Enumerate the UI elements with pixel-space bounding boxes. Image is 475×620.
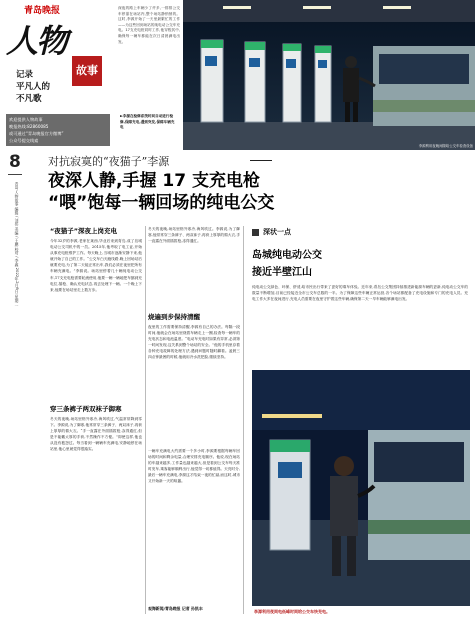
info-box (6, 114, 110, 146)
column-title-boxed: 故事 (72, 56, 102, 86)
side-note: ►李源在检修系统时间自动进行检修,保障充电,遇到突发,保障车辆充电 (120, 114, 175, 130)
page-info-date: 2022年2月8日 (15, 267, 20, 294)
kicker-text: 对抗寂寞的“夜猫子”李源 (48, 155, 170, 168)
kicker-rule (250, 160, 272, 161)
article-column-1 (50, 226, 142, 616)
section-1-title: “夜猫子”深夜上岗充电 (50, 227, 118, 235)
page-number-rule (8, 174, 22, 175)
sidebar (248, 226, 472, 618)
section-2-title: 穿三条裤子两双袜子御寒 (50, 405, 122, 413)
info-line-3: 或可通过“青岛晚报官方微博” (9, 131, 64, 136)
page-info-section: 青岛·人物故事 (15, 182, 20, 207)
section-1-text: 今年32岁的李源,老家在莱西,毕业后来到青岛,成了岛城电动公交司机中的一员。2015年,他考取了电工证,开始从事充电桩维护工作。每天晚上,当城市逐渐安静下来,他就开始了自己的工作。“公交车白天跑线路,晚上回场站后就要充电,为了第二天能正常出车,我们必须在夜里把所有车辆充满电。”李源说。场站里停着几十辆纯电动公交车,17支充电枪需要轮流使用,他要一辆一辆地把车挪到充电位,插枪、确认充电状态,再去处理下一辆。一个晚上下来,他要在场站里走上数万步。 (50, 239, 142, 292)
sidebar-photo-caption: 李源利用夜间电低峰时间给公交车快充电。 (254, 609, 330, 614)
column-divider-2 (243, 226, 244, 614)
sidebar-photo (252, 370, 470, 606)
page-number: 8 (9, 152, 21, 172)
charging-station-illustration (183, 0, 475, 150)
info-line-1: 欢迎提供人物故事 (9, 117, 43, 122)
sidebar-title-line-1: 岛城纯电动公交 (252, 250, 322, 261)
info-line-4: 公众号提交线索 (9, 138, 39, 143)
sidebar-tag-marker (252, 229, 259, 236)
headline-line-1: 夜深人静,手握 17 支充电枪 (48, 171, 260, 191)
side-intro-text: 深夜的路上车辆少了许多,一排排公交车停靠在场站内,整个场站静悄悄的。这时,李源开始了一天里最繁忙的工作——为这些回到场站的纯电动公交车充电。17支充电桩同时工作,他穿梭其中,确保每一辆车都能在次日清晨满电出发。 (118, 6, 180, 44)
page-info-designer: 美编 / 王鹏 (15, 227, 20, 247)
paper-name: 青岛晚报 (24, 6, 61, 16)
lead-photo-caption: 李源利用夜晚间隙给公交车检查设备 (418, 144, 473, 148)
lead-photo (183, 0, 475, 150)
page-info-editor: 编辑 / 刘伟 (15, 207, 20, 227)
column-divider-1 (145, 226, 146, 614)
masthead-block (0, 0, 118, 148)
sidebar-tag-text: 深状一点 (263, 228, 291, 236)
column-sub-3: 不凡歌 (16, 94, 42, 104)
night-charging-illustration (252, 370, 470, 606)
section-2-continued: 冬天的夜晚,场站里格外寒冷,海风吹过。李源说,为了御寒,他常常穿三条裤子、两双袜子,再套上厚厚的棉大衣,手一直露在外面插拔枪,冻得通红。 (148, 227, 240, 244)
page-info-proofreader: 校对 / 李鑫 (15, 247, 20, 267)
section-3-text: 夜里的工作需要保持清醒,李源有自己的办法。每隔一段时间,他就会在场站里绕着车辆走上一圈,检查每一辆车的充电状态和电池温度。“电动车充电时如果有异常,必须第一时间发现,这关系到整个场站的安全。”他的手机里存着各种充电故障的处理方法,遇到问题时随时翻看。凌晨三四点钟最困的时候,他就用冷水洗把脸,继续坚持。 (148, 325, 240, 360)
page-info-weekday: 星期二 (15, 294, 20, 307)
byline: 观海新闻/青岛晚报 记者 孙凯丰 (148, 606, 203, 611)
section-2-text: 冬天的夜晚,场站里格外寒冷,海风吹过,气温常常降到零下。李源说,为了御寒,他常常穿三条裤子、两双袜子,再套上厚厚的棉大衣。“手一直露在外面插拔枪,冻得通红,但是不能戴太厚的手套,不然操作不方便。”即使这样,他也从没有抱怨过。每当看到一辆辆车充满电,安静地停在场站里,他心里就觉得很踏实。 (50, 417, 142, 452)
sidebar-title-line-2: 接近半壁江山 (252, 267, 312, 278)
info-line-2: 晚报热线:82860085 (9, 124, 49, 129)
section-3-title: 烧遍到步保持清醒 (148, 313, 200, 321)
sidebar-tag (248, 226, 472, 238)
section-3-text-b: 一辆车充满电大约需要一个多小时,李源要根据每辆车回场的时间和剩余电量,合理安排充电顺序。他说,现在场站的车越来越多,工作量也越来越大,但是看到公交车每天准时发车,乘客能够顺利出行,他觉得一切都值得。天亮时分,最后一辆车充满电,李源这才结束一夜的忙碌,而这时,城市又开始新一天的喧嚣。 (148, 449, 240, 484)
column-title-big: 人物 (6, 22, 67, 60)
page-info-strip (13, 182, 21, 342)
headline-line-2: “喂”饱每一辆回场的纯电公交 (48, 193, 275, 213)
sidebar-text: 纯电动公交绿色、环保、舒适,给市民出行带来了更好的乘车体验。近年来,青岛公交集团持续推进新能源车辆的更新,纯电动公交车的数量不断增加,目前已经接近全市公交车总数的一半。为了保障这些车辆正常运营,各个场站都配备了充电设施和专门的充电人员。充电工作大多在夜间进行,充电人员需要在夜里守护着这些车辆,确保第二天一早车辆能够满电出发。 (252, 285, 468, 302)
column-sub-2: 平凡人的 (16, 82, 51, 92)
article-column-2 (148, 226, 240, 616)
column-sub-1: 记录 (16, 70, 34, 80)
